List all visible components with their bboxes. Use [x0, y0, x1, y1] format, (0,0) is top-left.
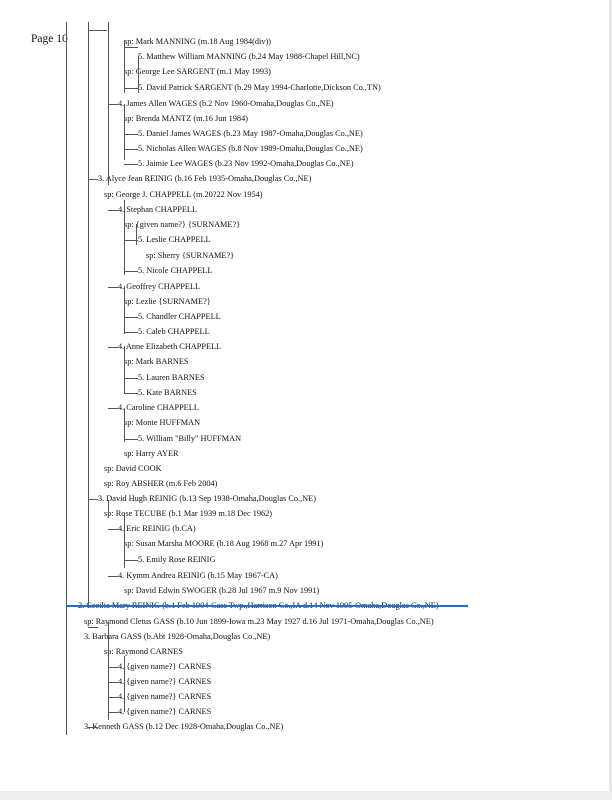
descendant-entry: 4. Caroline CHAPPELL [118, 403, 199, 412]
descendant-entry: 5. Daniel James WAGES (b.23 May 1987-Omaha,Douglas Co.,NE) [138, 129, 363, 138]
tree-connector-horizontal [88, 30, 107, 31]
descendant-entry: 4. {given name?} CARNES [118, 677, 212, 686]
spouse-entry: sp: David Edwin SWOGER (b.28 Jul 1967 m.9 Nov 1991) [124, 586, 320, 595]
descendant-entry: 5. David Patrick SARGENT (b.29 May 1994-Charlotte,Dickson Co.,TN) [138, 83, 381, 92]
descendant-entry: 4. Eric REINIG (b.CA) [118, 524, 196, 533]
tree-connector-horizontal [124, 271, 138, 272]
tree-connector-horizontal [108, 287, 118, 288]
spouse-entry: sp: Lezlie {SURNAME?} [124, 297, 211, 306]
descendant-entry: 4. {given name?} CARNES [118, 662, 212, 671]
tree-connector-horizontal [124, 47, 138, 48]
tree-connector-vertical [124, 408, 125, 442]
tree-connector-horizontal [108, 697, 118, 698]
spouse-entry: sp: George J. CHAPPELL (m.20?22 Nov 1954) [104, 190, 263, 199]
spouse-entry: sp: Raymond CARNES [104, 647, 183, 656]
tree-connector-horizontal [124, 317, 138, 318]
descendant-entry: 5. Lauren BARNES [138, 373, 205, 382]
spouse-entry: sp: Mark MANNING (m.18 Aug 1984(div)) [124, 37, 272, 46]
descendant-entry: 3. Kenneth GASS (b.12 Dec 1928-Omaha,Douglas Co.,NE) [84, 722, 284, 731]
descendant-entry: 3. David Hugh REINIG (b.13 Sep 1938-Omaha,Douglas Co.,NE) [98, 494, 316, 503]
tree-connector-horizontal [108, 682, 118, 683]
tree-connector-vertical [138, 56, 139, 93]
spouse-entry: sp: Susan Marsha MOORE (b.18 Aug 1968 m.27 Apr 1991) [124, 539, 324, 548]
spouse-entry: sp: {given name?} {SURNAME?} [124, 220, 241, 229]
spouse-entry: sp: Raymond Cletus GASS (b.10 Jun 1899-Iowa m.23 May 1927 d.16 Jul 1971-Omaha,Douglas Co.,NE) [84, 617, 434, 626]
tree-connector-vertical [88, 22, 89, 608]
tree-connector-horizontal [124, 393, 138, 394]
tree-connector-vertical [124, 529, 125, 560]
descendant-entry: 4. {given name?} CARNES [118, 707, 212, 716]
tree-connector-horizontal [108, 210, 118, 211]
tree-connector-horizontal [124, 88, 138, 89]
tree-connector-horizontal [124, 332, 138, 333]
tree-connector-horizontal [124, 240, 138, 241]
descendant-entry: 4. Kymm Andrea REINIG (b.15 May 1967-CA) [118, 571, 278, 580]
descendant-entry: 5. Jaimie Lee WAGES (b.23 Nov 1992-Omaha,Douglas Co.,NE) [138, 159, 354, 168]
tree-connector-vertical [66, 22, 67, 735]
tree-connector-horizontal [124, 439, 138, 440]
tree-connector-vertical [124, 656, 125, 712]
descendant-entry: 4. {given name?} CARNES [118, 692, 212, 701]
descendant-entry: 5. Matthew William MANNING (b.24 May 1988-Chapel Hill,NC) [138, 52, 360, 61]
page-number: Page 10 [31, 33, 68, 45]
descendant-entry: 5. William "Billy" HUFFMAN [138, 434, 242, 443]
descendant-entry: 5. Chandler CHAPPELL [138, 312, 221, 321]
tree-connector-vertical [108, 500, 109, 516]
tree-connector-horizontal [108, 712, 118, 713]
tree-connector-horizontal [124, 134, 138, 135]
descendant-entry: 5. Kate BARNES [138, 388, 197, 397]
tree-connector-horizontal [124, 560, 138, 561]
spouse-entry: sp: Sherry {SURNAME?} [146, 251, 235, 260]
tree-connector-horizontal [88, 179, 98, 180]
descendant-entry: 5. Caleb CHAPPELL [138, 327, 210, 336]
tree-connector-vertical [124, 286, 125, 334]
spouse-entry: sp: Monte HUFFMAN [124, 418, 201, 427]
tree-connector-horizontal [124, 378, 138, 379]
selection-highlight [66, 605, 468, 607]
tree-connector-horizontal [108, 347, 118, 348]
tree-connector-horizontal [108, 408, 118, 409]
tree-connector-horizontal [88, 627, 98, 628]
descendant-entry: 5. Nicholas Allen WAGES (b.8 Nov 1989-Omaha,Douglas Co.,NE) [138, 144, 363, 153]
spouse-entry: sp: Brenda MANTZ (m.16 Jun 1984) [124, 114, 248, 123]
tree-connector-horizontal [124, 164, 138, 165]
tree-connector-vertical [108, 622, 109, 720]
descendant-entry: 2. Cecilia Mary REINIG (b.1 Feb 1904-Cass Twp.,Harrison Co.,IA d.14 Nov 1995-Omaha,Douglas Co.,NE) [78, 601, 439, 610]
tree-connector-horizontal [124, 149, 138, 150]
descendant-entry: 5. Nicole CHAPPELL [138, 266, 213, 275]
tree-connector-horizontal [108, 104, 118, 105]
tree-connector-horizontal [108, 576, 118, 577]
spouse-entry: sp: Roy ABSHER (m.6 Feb 2004) [104, 479, 218, 488]
descendant-entry: 4. Stephan CHAPPELL [118, 205, 198, 214]
tree-connector-vertical [136, 224, 137, 245]
spouse-entry: sp: George Lee SARGENT (m.1 May 1993) [124, 67, 271, 76]
descendant-entry: 4. Anne Elizabeth CHAPPELL [118, 342, 222, 351]
tree-connector-horizontal [108, 529, 118, 530]
spouse-entry: sp: Rose TECUBE (b.1 Mar 1939 m.18 Dec 1962) [104, 509, 273, 518]
tree-connector-vertical [124, 212, 125, 275]
spouse-entry: sp: Harry AYER [124, 449, 179, 458]
descendant-entry: 4. Geoffrey CHAPPELL [118, 282, 201, 291]
tree-connector-horizontal [88, 499, 98, 500]
tree-connector-horizontal [108, 667, 118, 668]
spouse-entry: sp: David COOK [104, 464, 162, 473]
spouse-entry: sp: Mark BARNES [124, 357, 189, 366]
tree-connector-vertical [124, 104, 125, 160]
descendant-entry: 5. Emily Rose REINIG [138, 555, 216, 564]
scan-bottom-edge [0, 791, 612, 800]
descendant-entry: 3. Barbara GASS (b.Abt 1928-Omaha,Douglas Co.,NE) [84, 632, 271, 641]
descendant-entry: 4. James Allen WAGES (b.2 Nov 1960-Omaha,Douglas Co.,NE) [118, 99, 334, 108]
tree-connector-horizontal [88, 727, 98, 728]
tree-connector-vertical [124, 346, 125, 393]
descendant-entry: 5. Leslie CHAPPELL [138, 235, 211, 244]
descendant-entry: 3. Alyce Jean REINIG (b.16 Feb 1935-Omaha,Douglas Co.,NE) [98, 174, 312, 183]
